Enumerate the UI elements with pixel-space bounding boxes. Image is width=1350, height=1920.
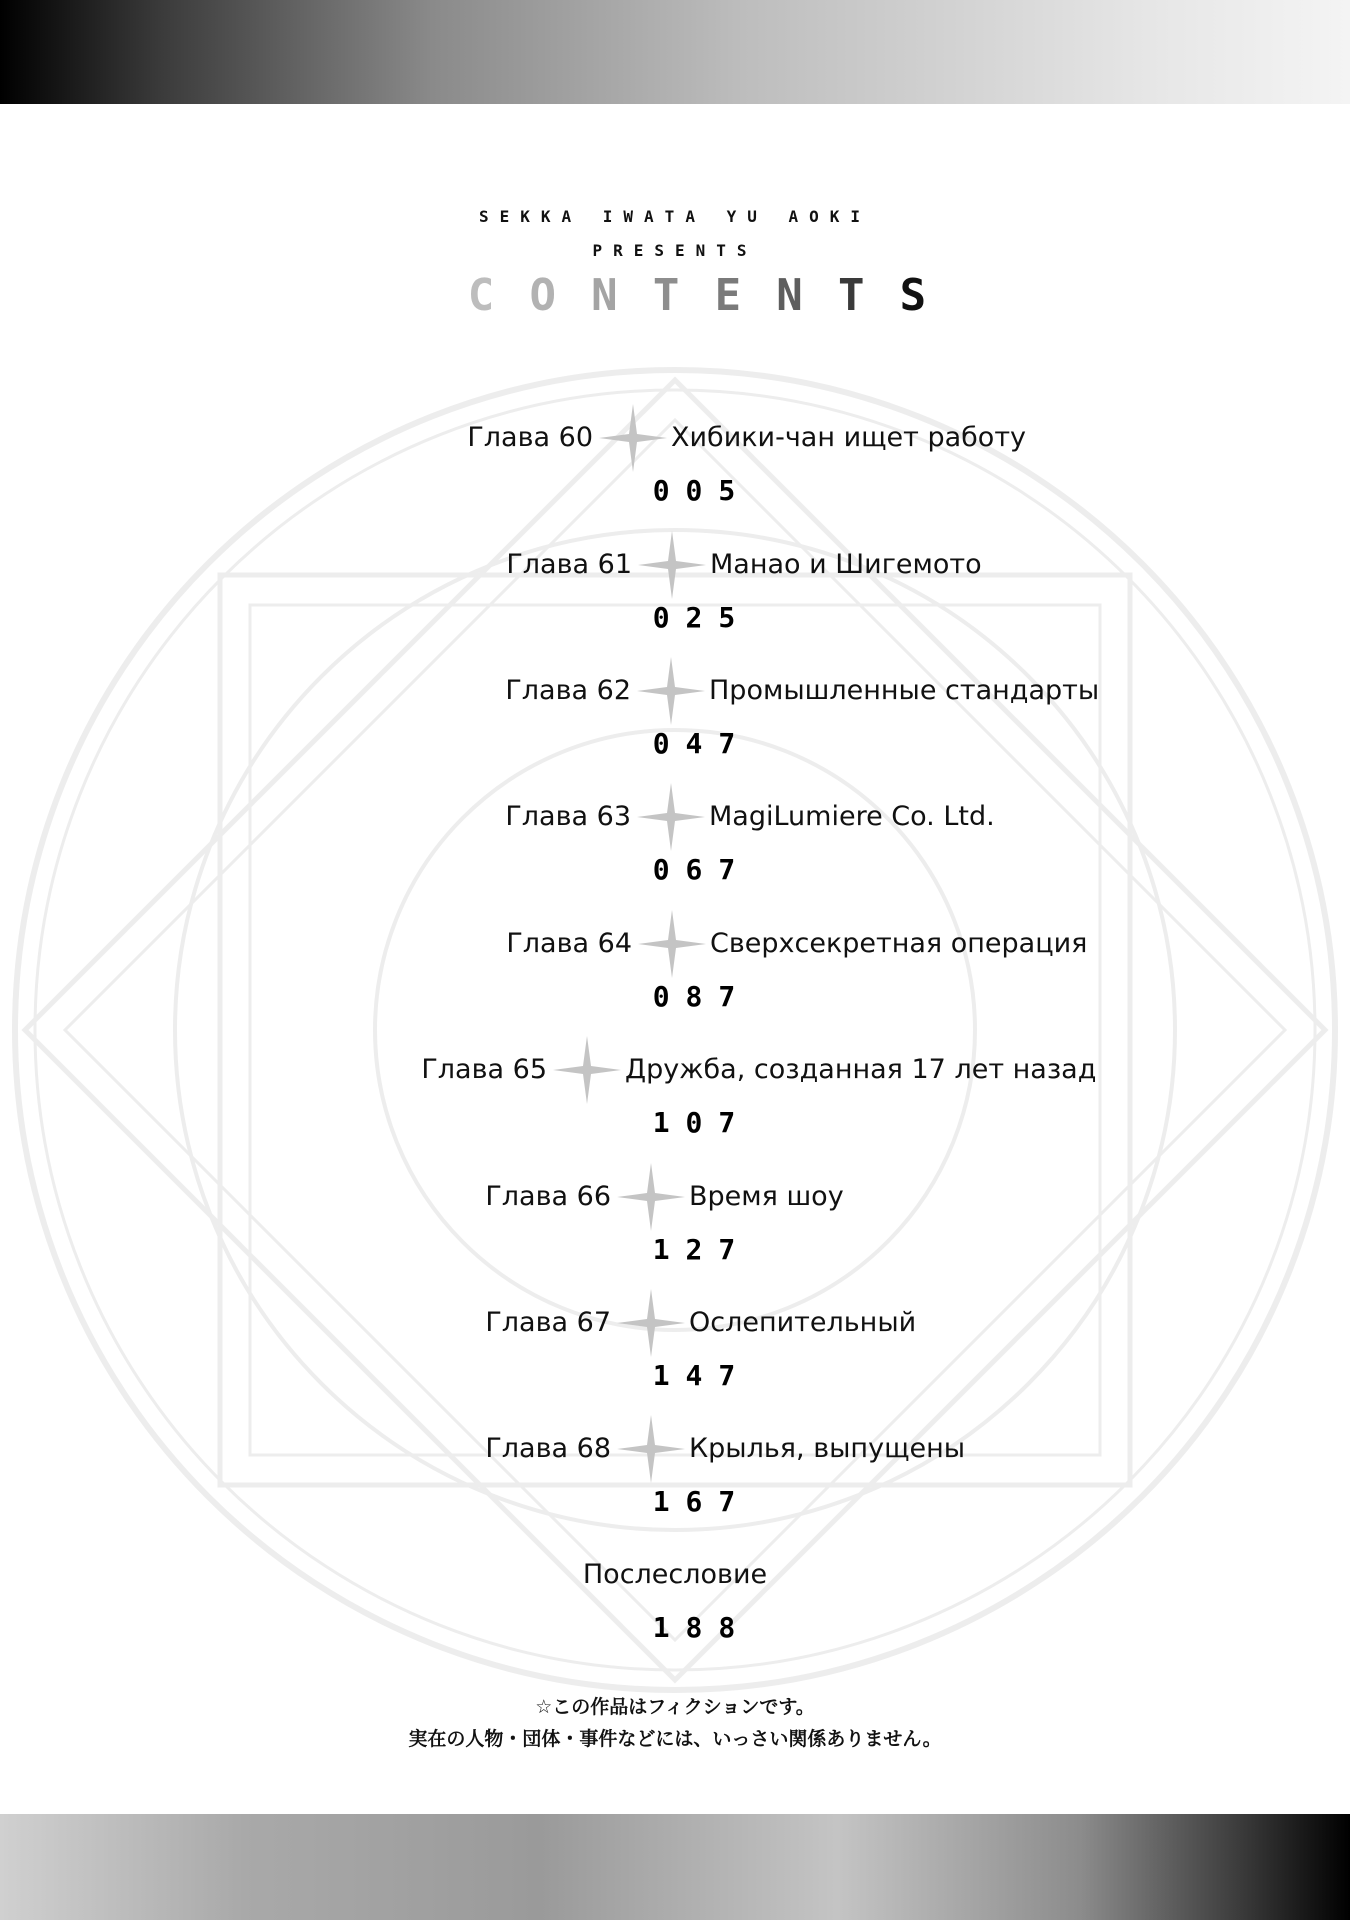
contents-letter-glyph: N bbox=[776, 270, 803, 321]
chapter-title: Дружба, созданная 17 лет назад bbox=[625, 1054, 1097, 1085]
title-letter bbox=[231, 106, 283, 158]
four-point-star-icon bbox=[637, 657, 705, 725]
title-letter bbox=[344, 106, 396, 158]
chapter-page-number: 005 bbox=[652, 474, 752, 507]
contents-letter bbox=[462, 270, 500, 321]
afterword-title: Послесловие bbox=[582, 1559, 768, 1590]
chapter-label: Глава 61 bbox=[506, 549, 632, 580]
magilumiere-title bbox=[118, 106, 1298, 160]
chapter-label: Глава 66 bbox=[485, 1181, 611, 1212]
four-point-star-icon bbox=[617, 1415, 685, 1483]
chapter-label: Глава 68 bbox=[485, 1433, 611, 1464]
chapter-label: Глава 65 bbox=[421, 1054, 547, 1085]
chapter-page-number: 127 bbox=[652, 1233, 752, 1266]
chapter-page-number: 067 bbox=[652, 853, 752, 886]
toc-entry[interactable] bbox=[0, 671, 1350, 771]
title-letter bbox=[456, 106, 508, 158]
afterword-page-number: 188 bbox=[652, 1611, 752, 1644]
chapter-title: Сверхсекретная операция bbox=[710, 928, 1088, 959]
title-letter bbox=[569, 106, 621, 158]
contents-heading bbox=[462, 270, 932, 321]
chapter-page-number: 107 bbox=[652, 1106, 752, 1139]
chapter-page-number: 167 bbox=[652, 1485, 752, 1518]
contents-letter bbox=[524, 270, 562, 321]
author-names: SEKKA IWATA YU AOKI bbox=[478, 207, 872, 226]
chapter-title: Время шоу bbox=[689, 1181, 844, 1212]
toc-entry[interactable] bbox=[0, 1303, 1350, 1403]
four-point-star-icon bbox=[638, 531, 706, 599]
title-letter bbox=[118, 106, 170, 158]
chapter-title: MagiLumiere Co. Ltd. bbox=[709, 801, 995, 832]
four-point-star-icon bbox=[617, 1163, 685, 1231]
title-letter bbox=[1020, 106, 1072, 158]
title-letter bbox=[908, 106, 960, 158]
chapter-title: Хибики-чан ищет работу bbox=[671, 422, 1027, 453]
chapter-title: Промышленные стандарты bbox=[709, 675, 1100, 706]
bottom-gradient-band bbox=[0, 1814, 1350, 1920]
toc-entry[interactable] bbox=[0, 418, 1350, 518]
contents-letter bbox=[647, 270, 685, 321]
fiction-notice-line1: ☆この作品はフィクションです。 bbox=[535, 1696, 815, 1718]
toc-entry[interactable] bbox=[0, 924, 1350, 1024]
contents-letter-glyph: N bbox=[591, 270, 618, 321]
contents-letter-glyph: E bbox=[714, 270, 742, 321]
title-letter bbox=[1133, 106, 1185, 158]
chapter-page-number: 147 bbox=[652, 1359, 752, 1392]
chapter-label: Глава 64 bbox=[506, 928, 632, 959]
contents-letter-glyph: T bbox=[837, 270, 865, 321]
chapter-label: Глава 62 bbox=[505, 675, 631, 706]
contents-letter bbox=[709, 270, 747, 321]
contents-letter bbox=[585, 270, 623, 321]
chapter-title: Ослепительный bbox=[689, 1307, 917, 1338]
contents-letter bbox=[771, 270, 809, 321]
chapter-label: Глава 60 bbox=[467, 422, 593, 453]
contents-letter-glyph: O bbox=[529, 270, 556, 321]
four-point-star-icon bbox=[553, 1036, 621, 1104]
chapter-page-number: 025 bbox=[652, 601, 752, 634]
contents-letter-glyph: T bbox=[652, 270, 680, 321]
chapter-title: Манао и Шигемото bbox=[710, 549, 982, 580]
chapter-page-number: 047 bbox=[652, 727, 752, 760]
contents-letter-glyph: C bbox=[467, 270, 495, 321]
title-letter bbox=[795, 106, 847, 158]
author-credit bbox=[0, 200, 1350, 268]
presents-text: PRESENTS bbox=[592, 241, 758, 260]
chapter-page-number: 087 bbox=[652, 980, 752, 1013]
fiction-notice-line2: 実在の人物・団体・事件などには、いっさい関係ありません。 bbox=[408, 1728, 942, 1750]
title-letter bbox=[1246, 106, 1298, 158]
toc-entry[interactable] bbox=[0, 545, 1350, 645]
chapter-label: Глава 67 bbox=[485, 1307, 611, 1338]
chapter-title: Крылья, выпущены bbox=[689, 1433, 966, 1464]
toc-entry[interactable] bbox=[0, 1177, 1350, 1277]
four-point-star-icon bbox=[638, 910, 706, 978]
toc-entry[interactable] bbox=[0, 1429, 1350, 1529]
four-point-star-icon bbox=[617, 1289, 685, 1357]
contents-letter bbox=[832, 270, 870, 321]
chapter-label: Глава 63 bbox=[505, 801, 631, 832]
four-point-star-icon bbox=[637, 783, 705, 851]
four-point-star-icon bbox=[599, 404, 667, 472]
top-gradient-band bbox=[0, 0, 1350, 104]
contents-letter-glyph: S bbox=[899, 270, 927, 321]
title-letter bbox=[682, 106, 734, 158]
toc-entry-afterword[interactable] bbox=[0, 1555, 1350, 1655]
toc-entry[interactable] bbox=[0, 797, 1350, 897]
contents-letter bbox=[894, 270, 932, 321]
toc-entry[interactable] bbox=[0, 1050, 1350, 1150]
